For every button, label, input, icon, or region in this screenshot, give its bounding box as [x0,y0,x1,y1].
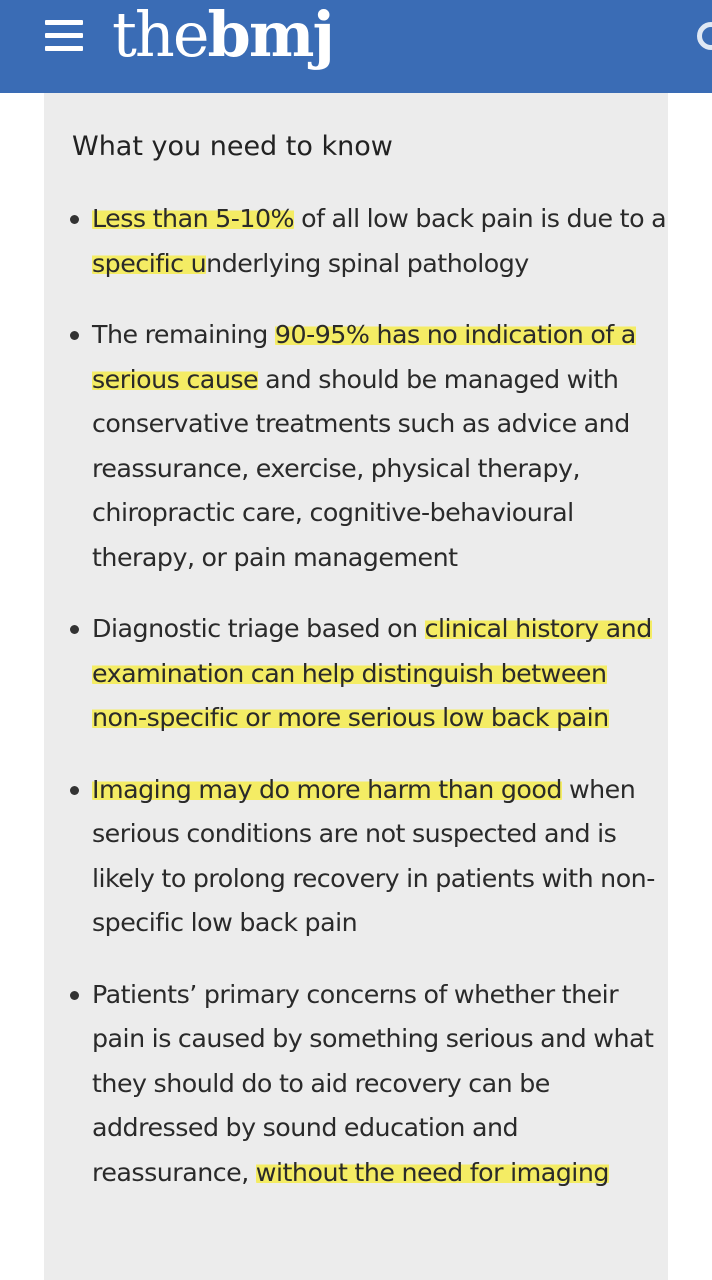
list-item [68,197,668,286]
key-points-list [68,197,668,1222]
highlighted-text: clinical history and examination can help distinguish between non-specific or more serious low back pain [92,614,652,732]
bullet-text [92,973,668,1196]
bullet-dot-icon [70,215,79,224]
text-segment: The remaining [92,320,275,349]
bullet-text [92,313,668,580]
menu-bar-icon [45,46,83,51]
highlighted-text: Imaging may do more harm than good [92,774,562,804]
text-segment: of all low back pain is due to a [294,204,667,233]
bullet-text [92,197,668,286]
menu-bar-icon [45,33,83,38]
text-segment: nderlying spinal pathology [206,248,529,278]
bullet-dot-icon [70,625,79,634]
bullet-dot-icon [70,331,79,340]
list-item [68,973,668,1196]
menu-bar-icon [45,20,83,25]
list-item [68,607,668,741]
search-icon[interactable] [697,22,712,50]
box-title: What you need to know [72,131,393,162]
bullet-text [92,768,668,946]
list-item [68,768,668,946]
bullet-dot-icon [70,991,79,1000]
key-points-box [44,93,668,1280]
logo-text-bold: bmj [207,0,333,71]
list-item [68,313,668,580]
hamburger-menu-icon[interactable] [45,20,83,52]
text-segment: Patients’ primary concerns of whether their pain is caused by something serious and what they should do to aid recovery can be addressed by sound education and reassurance, [92,979,654,1187]
text-segment: Diagnostic triage based on [92,614,425,643]
highlighted-text: Less than 5-10% [92,204,295,233]
highlighted-text: 90-95% has no indication of a serious cause [92,320,636,394]
bullet-text [92,607,668,741]
text-segment: when serious conditions are not suspected and is likely to prolong recovery in patients with non-specific low back pain [92,774,655,937]
highlighted-text: specific u [92,248,207,278]
text-segment: and should be managed with conservative treatments such as advice and reassurance, exercise, physical therapy, chiropractic care, cognitive-behavioural therapy, or pain management [92,364,630,572]
logo-text-light: the [112,0,208,71]
bmj-logo[interactable] [112,0,333,71]
bullet-dot-icon [70,786,79,795]
site-header [0,0,712,93]
highlighted-text: without the need for imaging [255,1157,609,1187]
